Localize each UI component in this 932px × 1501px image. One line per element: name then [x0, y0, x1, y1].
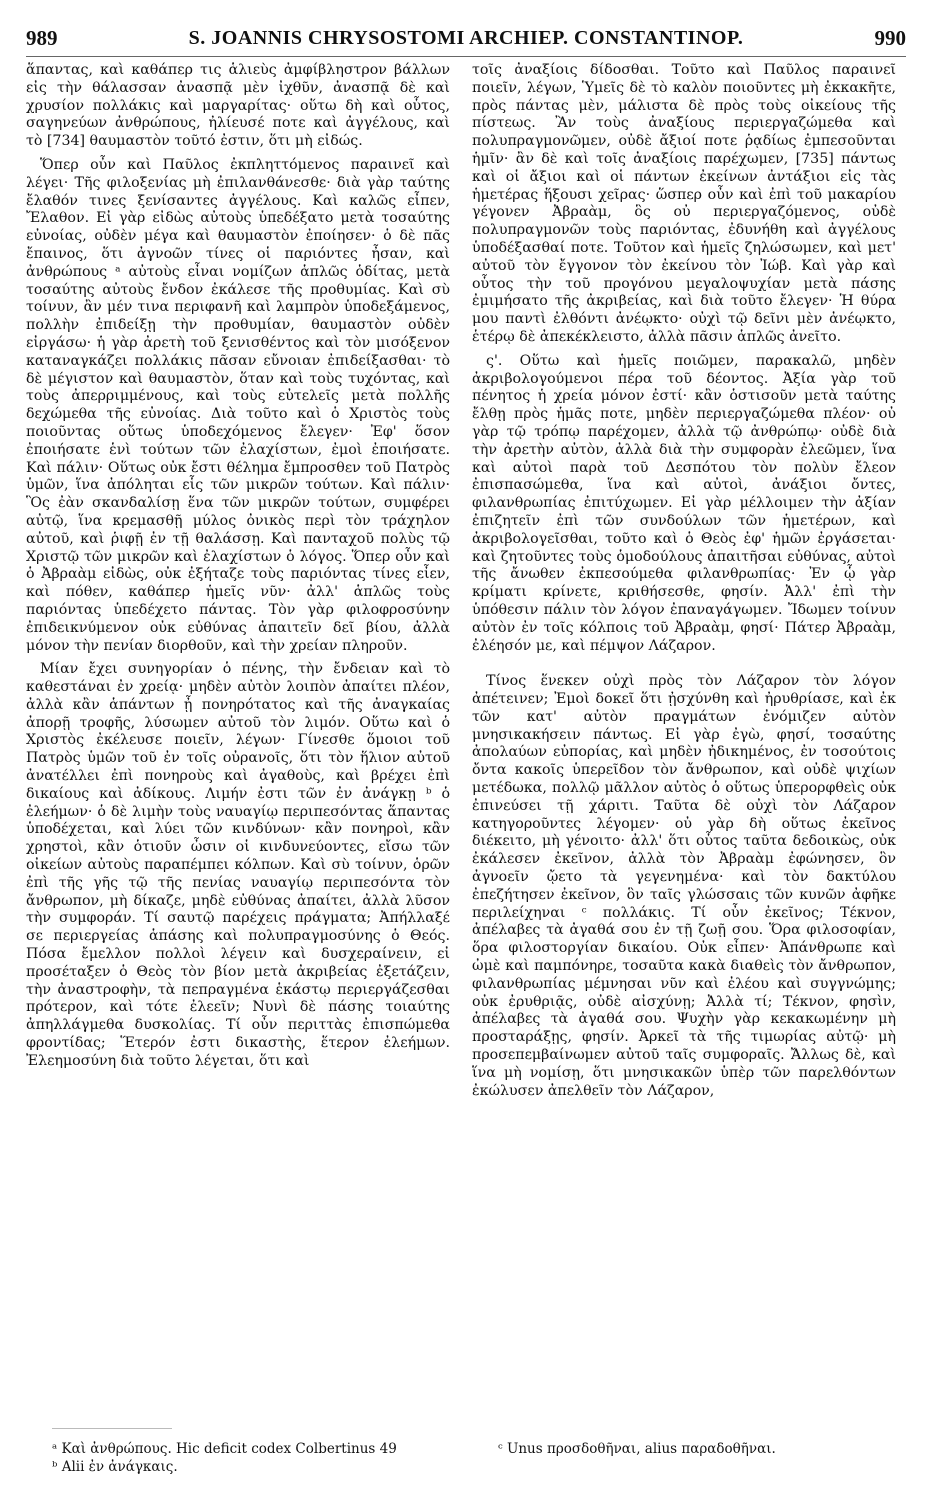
paragraph: Ὅπερ οὖν καὶ Παῦλος ἐκπληττόμενος παραινεῖ καὶ λέγει· Τῆς φιλοξενίας μὴ ἐπιλανθάνεσθε· διὰ γὰρ ταύτης ἔλαθόν τινες ξενίσαντες ἀγγέλους. Καὶ καλῶς εἶπεν, Ἔλαθον. Εἰ γὰρ εἰδὼς αὐτοὺς ὑπεδέξατο μετὰ τοσαύτης εὐνοίας, οὐδὲν μέγα καὶ θαυμαστὸν ἐποίησεν· ὁ δὲ πᾶς ἔπαινος, ὅτι ἀγνοῶν τίνες οἱ παριόντες ἦσαν, καὶ ἀνθρώπους ᵃ αὐτοὺς εἶναι νομίζων ἁπλῶς ὁδίτας, μετὰ τοσαύτης αὐτοὺς ἔνδον ἐκάλεσε τῆς προθυμίας. Καὶ σὺ τοίνυν, ἂν μέν τινα περιφανῆ καὶ λαμπρὸν ὑποδεξάμενος, πολλὴν ἐπιδείξῃ τὴν προθυμίαν, θαυμαστὸν οὐδὲν εἰργάσω· ἡ γὰρ ἀρετὴ τοῦ ξενισθέντος καὶ τὸν μισόξενον καταναγκάζει πολλάκις πᾶσαν εὔνοιαν ἐπιδείξασθαι· τὸ δὲ μέγιστον καὶ θαυμαστὸν, ὅταν καὶ τοὺς τυχόντας, καὶ τοὺς ἀπερριμμένους, καὶ τοὺς εὐτελεῖς μετὰ πολλῆς δεχώμεθα τῆς εὐνοίας. Διὰ τοῦτο καὶ ὁ Χριστὸς τοὺς ποιοῦντας οὕτως ὑποδεχόμενος ἔλεγεν· Ἐφ' ὅσον ἐποιήσατε ἑνὶ τούτων τῶν ἐλαχίστων, ἐμοὶ ἐποιήσατε. Καὶ πάλιν· Οὕτως οὐκ ἔστι θέλημα ἔμπροσθεν τοῦ Πατρὸς ὑμῶν, ἵνα ἀπόληται εἷς τῶν μικρῶν τούτων. Καὶ πάλιν· Ὃς ἐὰν σκανδαλίσῃ ἕνα τῶν μικρῶν τούτων, συμφέρει αὐτῷ, ἵνα κρεμασθῇ μύλος ὀνικὸς περὶ τὸν τράχηλον αὐτοῦ, καὶ ῥιφῇ ἐν τῇ θαλάσσῃ. Καὶ πανταχοῦ πολὺς τῷ Χριστῷ τῶν μικρῶν καὶ ἐλαχίστων ὁ λόγος. Ὅπερ οὖν καὶ ὁ Ἀβραὰμ εἰδὼς, οὐκ ἐξήταζε τοὺς παριόντας τίνες εἶεν, καὶ πόθεν, καθάπερ ἡμεῖς νῦν· ἀλλ' ἁπλῶς τοὺς παριόντας ὑπεδέχετο πάντας. Τὸν γὰρ φιλοφροσύνην ἐπιδεικνύμενον οὐκ εὐθύνας ἀπαιτεῖν δεῖ βίου, ἀλλὰ μόνον τὴν πενίαν διορθοῦν, καὶ τὴν χρείαν πληροῦν. [26, 156, 450, 654]
footnote: ᵃ Καὶ ἀνθρώπους. Hic deficit codex Colbertinus 49 [52, 1441, 397, 1457]
footnote: ᵇ Alii ἐν ἀνάγκαις. [52, 1459, 178, 1475]
footnotes-left [52, 1440, 452, 1476]
left-column [26, 62, 450, 1077]
page-number-right: 990 [874, 25, 906, 50]
paragraph: Μίαν ἔχει συνηγορίαν ὁ πένης, τὴν ἔνδειαν καὶ τὸ καθεστάναι ἐν χρείᾳ· μηδὲν αὐτὸν λοιπὸν ἀπαίτει πλέον, ἀλλὰ κἂν ἁπάντων ᾖ πονηρότατος καὶ τῆς ἀναγκαίας ἀπορῇ τροφῆς, λύσωμεν αὐτοῦ τὸν λιμόν. Οὕτω καὶ ὁ Χριστὸς ἐκέλευσε ποιεῖν, λέγων· Γίνεσθε ὅμοιοι τοῦ Πατρὸς ὑμῶν τοῦ ἐν τοῖς οὐρανοῖς, ὅτι τὸν ἥλιον αὐτοῦ ἀνατέλλει ἐπὶ πονηροὺς καὶ ἀγαθοὺς, καὶ βρέχει ἐπὶ δικαίους καὶ ἀδίκους. Λιμήν ἐστι τῶν ἐν ἀνάγκῃ ᵇ ὁ ἐλεήμων· ὁ δὲ λιμὴν τοὺς ναυαγίῳ περιπεσόντας ἅπαντας ὑποδέχεται, καὶ λύει τῶν κινδύνων· κἂν πονηροὶ, κἂν χρηστοὶ, κἂν ὁτιοῦν ὦσιν οἱ κινδυνεύοντες, εἴσω τῶν οἰκείων αὐτοὺς παραπέμπει κόλπων. Καὶ σὺ τοίνυν, ὁρῶν ἐπὶ τῆς γῆς τῷ τῆς πενίας ναυαγίῳ περιπεσόντα τὸν ἄνθρωπον, μὴ δίκαζε, μηδὲ εὐθύνας ἀπαίτει, ἀλλὰ λῦσον τὴν συμφοράν. Τί σαυτῷ παρέχεις πράγματα; Ἀπήλλαξέ σε περιεργείας ἁπάσης καὶ πολυπραγμοσύνης ὁ Θεός. Πόσα ἔμελλον πολλοὶ λέγειν καὶ δυσχεραίνειν, εἰ προσέταξεν ὁ Θεὸς τὸν βίον μετὰ ἀκριβείας ἐξετάζειν, τὴν ἀναστροφὴν, τὰ πεπραγμένα ἑκάστῳ περιεργάζεσθαι πρότερον, καὶ τότε ἐλεεῖν; Νυνὶ δὲ πάσης τοιαύτης ἀπηλλάγμεθα δυσκολίας. Τί οὖν περιττὰς ἐπισπώμεθα φροντίδας; Ἕτερόν ἐστι δικαστὴς, ἕτερον ἐλεήμων. Ἐλεημοσύνη διὰ τοῦτο λέγεται, ὅτι καὶ [26, 661, 450, 1069]
paragraph: Τίνος ἕνεκεν οὐχὶ πρὸς τὸν Λάζαρον τὸν λόγον ἀπέτεινεν; Ἐμοὶ δοκεῖ ὅτι ᾐσχύνθη καὶ ἠρυθρίασε, καὶ ἐκ τῶν κατ' αὐτὸν πραγμάτων ἐνόμιζεν αὐτὸν μνησικακήσειν πάντως. Εἰ γὰρ ἐγὼ, φησί, τοσαύτης ἀπολαύων εὐπορίας, καὶ μηδὲν ἠδικημένος, ἐν τοσούτοις ὄντα κακοῖς ὑπερεῖδον τὸν ἄνθρωπον, καὶ οὐδὲ ψιχίων μετέδωκα, πολλῷ μᾶλλον αὐτὸς ὁ οὕτως ὑπερορφθεὶς οὐκ ἐπινεύσει τῇ χάριτι. Ταῦτα δὲ οὐχὶ τὸν Λάζαρον κατηγοροῦντες λέγομεν· οὐ γὰρ δὴ οὕτως ἐκεῖνος διέκειτο, μὴ γένοιτο· ἀλλ' ὅτι οὗτος ταῦτα δεδοικὼς, οὐκ ἐκάλεσεν ἐκεῖνον, ἀλλὰ τὸν Ἀβραὰμ ἐφώνησεν, ὃν ἀγνοεῖν ᾤετο τὰ γεγενημένα· καὶ τὸν δακτύλου ἐπεζήτησεν ἐκεῖνον, ὃν ταῖς γλώσσαις τῶν κυνῶν ἀφῆκε περιλείχηναι ᶜ πολλάκις. Τί οὖν ἐκεῖνος; Τέκνον, ἀπέλαβες τὰ ἀγαθά σου ἐν τῇ ζωῇ σου. Ὅρα φιλοσοφίαν, ὅρα φιλοστοργίαν δικαίου. Οὐκ εἶπεν· Ἀπάνθρωπε καὶ ὠμὲ καὶ παμπόνηρε, τοσαῦτα κακὰ διαθεὶς τὸν ἄνθρωπον, φιλανθρωπίας μέμνησαι νῦν καὶ ἐλέου καὶ συγγνώμης; οὐκ ἐρυθριᾷς, οὐδὲ αἰσχύνῃ; Ἀλλὰ τί; Τέκνον, φησὶν, ἀπέλαβες τὰ ἀγαθά σου. Ψυχὴν γὰρ κεκακωμένην μὴ προσταράξῃς, φησίν. Ἀρκεῖ τὰ τῆς τιμωρίας αὐτῷ· μὴ προσεπεμβαίνωμεν αὐτοῦ ταῖς συμφοραῖς. Ἄλλως δὲ, καὶ ἵνα μὴ νομίσῃ, ὅτι μνησικακῶν ὑπὲρ τῶν παρελθόντων ἐκώλυσεν ἀπελθεῖν τὸν Λάζαρον, [472, 673, 896, 1099]
footnote-rule [52, 1428, 172, 1429]
paragraph: ς'. Οὕτω καὶ ἡμεῖς ποιῶμεν, παρακαλῶ, μηδὲν ἀκριβολογούμενοι πέρα τοῦ δέοντος. Ἀξία γὰρ τοῦ πένητος ἡ χρεία μόνον ἐστί· κἂν ὁστισοῦν μετὰ ταύτης ἔλθῃ πρὸς ἡμᾶς ποτε, μηδὲν περιεργαζώμεθα πλέον· οὐ γὰρ τῷ τρόπῳ παρέχομεν, ἀλλὰ τῷ ἀνθρώπῳ· οὐδὲ διὰ τὴν ἀρετὴν αὐτὸν, ἀλλὰ διὰ τὴν συμφορὰν ἐλεῶμεν, ἵνα καὶ αὐτοὶ παρὰ τοῦ Δεσπότου τὸν πολὺν ἔλεον ἐπισπασώμεθα, ἵνα καὶ αὐτοὶ, ἀνάξιοι ὄντες, φιλανθρωπίας ἐπιτύχωμεν. Εἰ γὰρ μέλλοιμεν τὴν ἀξίαν ἐπιζητεῖν ἐπὶ τῶν συνδούλων τῶν ἡμετέρων, καὶ ἀκριβολογεῖσθαι, τοῦτο καὶ ὁ Θεὸς ἐφ' ἡμῶν ἐργάσεται· καὶ ζητοῦντες τοὺς ὁμοδούλους ἀπαιτῆσαι εὐθύνας, αὐτοὶ τῆς ἄνωθεν ἐκπεσούμεθα φιλανθρωπίας· Ἐν ᾧ γὰρ κρίματι κρίνετε, κριθήσεσθε, φησίν. Ἀλλ' ἐπὶ τὴν ὑπόθεσιν πάλιν τὸν λόγον ἐπαναγάγωμεν. Ἴδωμεν τοίνυν αὐτὸν ἐν τοῖς κόλποις τοῦ Ἀβραὰμ, φησί· Πάτερ Ἀβραὰμ, ἐλέησόν με, καὶ πέμψον Λάζαρον. [472, 352, 896, 654]
footnotes-right [498, 1440, 918, 1458]
running-title: S. JOANNIS CHRYSOSTOMI ARCHIEP. CONSTANTINOP. [188, 26, 744, 49]
paragraph: ἅπαντας, καὶ καθάπερ τις ἁλιεὺς ἀμφίβληστρον βάλλων εἰς τὴν θάλασσαν ἀνασπᾷ μὲν ἰχθῦν, ἀνασπᾷ δὲ καὶ χρυσίον πολλάκις καὶ μαργαρίτας· οὕτω δὴ καὶ οὗτος, σαγηνεύων ἀνθρώπους, ἠλίευσέ ποτε καὶ ἀγγέλους, καὶ τὸ [734] θαυμαστὸν τοῦτό ἐστιν, ὅτι μὴ εἰδώς. [26, 62, 450, 150]
paragraph: τοῖς ἀναξίοις δίδοσθαι. Τοῦτο καὶ Παῦλος παραινεῖ ποιεῖν, λέγων, Ὑμεῖς δὲ τὸ καλὸν ποιοῦντες μὴ ἐκκακῆτε, πρὸς πάντας μὲν, μάλιστα δὲ πρὸς τοὺς οἰκείους τῆς πίστεως. Ἂν τοὺς ἀναξίους περιεργαζώμεθα καὶ πολυπραγμονῶμεν, οὐδὲ ἄξιοί ποτε ῥᾳδίως ἐμπεσοῦνται ἡμῖν· ἂν δὲ καὶ τοῖς ἀναξίοις παρέχωμεν, [735] πάντως καὶ οἱ ἄξιοι καὶ οἱ πάντων ἐκείνων ἀντάξιοι εἰς τὰς ἡμετέρας ἥξουσι χεῖρας· ὥσπερ οὖν καὶ ἐπὶ τοῦ μακαρίου γέγονεν Ἀβραὰμ, ὃς οὐ περιεργαζόμενος, οὐδὲ πολυπραγμονῶν τοὺς παριόντας, ἐδυνήθη καὶ ἀγγέλους ὑποδέξασθαί ποτε. Τοῦτον καὶ ἡμεῖς ζηλώσωμεν, καὶ μετ' αὐτοῦ τὸν ἔγγονον τὸν ἐκείνου τὸν Ἰώβ. Καὶ γὰρ καὶ οὗτος τὴν τοῦ προγόνου μεγαλοψυχίαν μετὰ πάσης ἐμιμήσατο τῆς ἀκριβείας, καὶ διὰ τοῦτο ἔλεγεν· Ἡ θύρα μου παντὶ ἐλθόντι ἀνέῳκτο· οὐχὶ τῷ δεῖνι μὲν ἀνέῳκτο, ἑτέρῳ δὲ ἀπεκέκλειστο, ἀλλὰ πᾶσιν ἁπλῶς ἀνεῖτο. [472, 62, 896, 345]
page-number-left: 989 [26, 25, 58, 50]
footnote: ᶜ Unus προσδοθῆναι, alius παραδοθῆναι. [498, 1441, 776, 1457]
right-column [472, 62, 896, 1106]
running-header [26, 20, 906, 57]
